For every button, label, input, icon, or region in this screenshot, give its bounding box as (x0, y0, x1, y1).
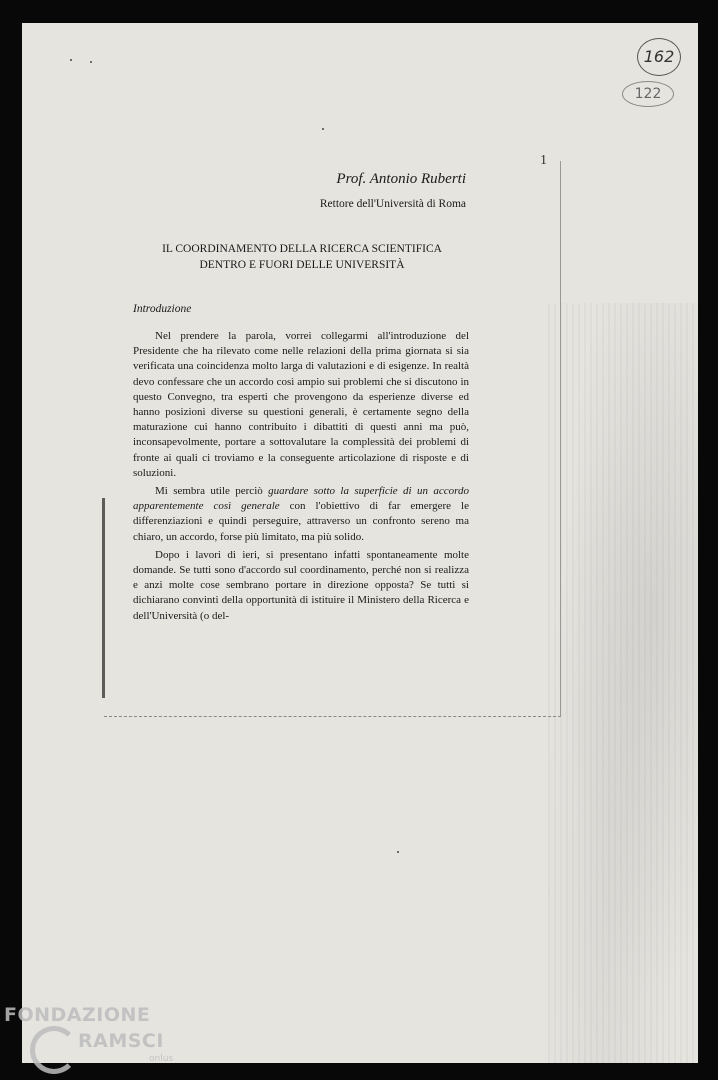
paragraph-text: con l'obiettivo di far emergere le differenziazioni e quindi perseguire, attraverso un confronto sereno ma chiaro, un accordo, forse più limitato, ma più solido. (133, 500, 469, 543)
document-sheet (22, 23, 698, 1063)
section-heading: Introduzione (133, 303, 192, 315)
paragraph-text: Mi sembra utile perciò (155, 485, 269, 498)
author-affiliation: Rettore dell'Università di Roma (319, 198, 466, 210)
title-line: IL COORDINAMENTO DELLA RICERCA SCIENTIFICA (162, 243, 442, 255)
scan-speck (322, 128, 324, 130)
author-name: Prof. Antonio Ruberti (336, 171, 466, 187)
watermark-text: RAMSCI (78, 1030, 164, 1052)
g-logo-icon (30, 1026, 78, 1074)
scan-noise (548, 303, 698, 1063)
title-line: DENTRO E FUORI DELLE UNIVERSITÀ (199, 259, 405, 271)
scan-speck (70, 59, 72, 61)
folio-stamp: 162 (637, 38, 681, 76)
scan-speck (397, 851, 399, 853)
body-text (133, 329, 469, 627)
scan-speck (90, 61, 92, 63)
document-title (132, 241, 472, 273)
margin-mark: 1 (540, 153, 547, 168)
paragraph: Nel prendere la parola, vorrei collegarmi all'introduzione del Presidente che ha rilevato come nelle relazioni della prima giornata si sia verificata una coincidenza molto larga di valutazioni e di esigenze. In realtà devo confessare che un accordo così ampio sui problemi che si discutono in questo Convegno, tra esperti che provengono da esperienze diverse ed hanno posizioni diverse su questioni generali, è certamente segno della maturazione cui hanno contribuito i dibattiti di questi anni ma può, inconsapevolmente, portare a sottovalutare la complessità dei problemi di fronte ai quali ci troviamo e la conseguente articolazione di risposte e di soluzioni. (133, 330, 469, 479)
folio-stamp-secondary: 122 (622, 81, 674, 107)
paragraph (133, 484, 469, 545)
paragraph-emphasis: guardare sotto la superficie di un accordo apparentemente così generale (133, 485, 469, 513)
watermark-text: FONDAZIONE (4, 1004, 151, 1026)
watermark-logo (4, 1004, 204, 1076)
photocopy-edge-mark (102, 498, 105, 698)
paragraph: Dopo i lavori di ieri, si presentano infatti spontaneamente molte domande. Se tutti sono d'accordo sul coordinamento, perché non si realizza e anzi molte cose sembrano portare in direzione opposta? Se tutti si dichiarano convinti della opportunità di istituire il Ministero della Ricerca e dell'Università (o del- (133, 548, 469, 622)
watermark-text: onlus (149, 1054, 174, 1064)
